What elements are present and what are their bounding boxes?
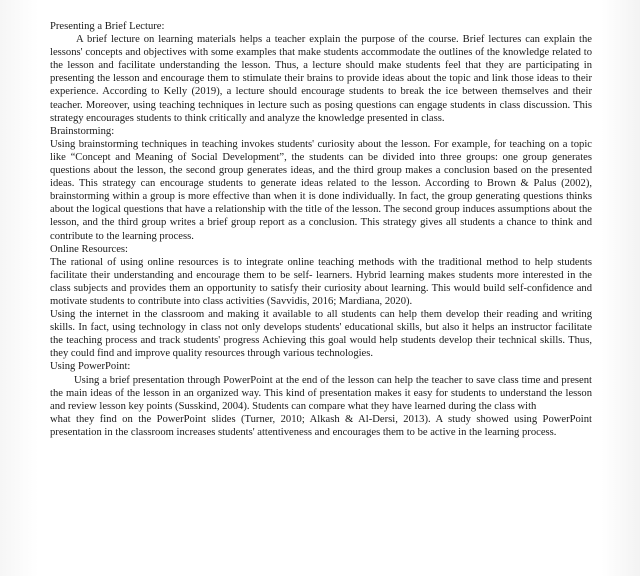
paragraph-brainstorming: Using brainstorming techniques in teaching invokes students' curiosity about the lesson. For example, for teaching on a topic like “Concept and Meaning of Social Development”, the students can be divided into three groups: one group generates questions about the lesson, the second group generates ideas, and the third group makes a conclusion based on the presented ideas. This strategy can encourage students to generate ideas related to the lesson. According to Brown & Palus (2002), brainstorming within a group is more effective than when it is done individually. In fact, the group generating questions thinks about the logical questions that have a relationship with the title of the lesson. The second group induces assumptions about the lesson, and the third group writes a brief group report as a conclusion. This strategy gives all students a chance to think and contribute to the learning process.	[50, 138, 592, 242]
document-body	[50, 20, 592, 439]
paragraph-powerpoint-1: Using a brief presentation through PowerPoint at the end of the lesson can help the teacher to save class time and present the main ideas of the lesson in an organized way. This kind of presentation makes it easy for students to understand the lesson and review lesson key points (Susskind, 2004). Students can compare what they have learned during the class with	[50, 374, 592, 412]
paragraph-online-resources-1: The rational of using online resources is to integrate online teaching methods with the traditional method to help students facilitate their understanding and encourage them to be self- learners. Hybrid learning makes students more interested in the class subjects and provides them an opportunity to satisfy their curiosity about learning. This would build self-confidence and motivate students to contribute into class activities (Savvidis, 2016; Mardiana, 2020).	[50, 256, 592, 307]
paragraph-online-resources-2: Using the internet in the classroom and making it available to all students can help them develop their reading and writing skills. In fact, using technology in class not only develops students' educational skills, but also it helps an instructor facilitate the teaching process and track students' progress Achieving this goal would help students develop their technical skills. Thus, they could find and improve quality resources through various technologies.	[50, 309, 592, 360]
section-heading-lecture: Presenting a Brief Lecture:	[50, 21, 165, 32]
paragraph-lecture: A brief lecture on learning materials helps a teacher explain the purpose of the course. Brief lectures can explain the lessons' concepts and objectives with some examples that make students accommodate the outlines of the knowledge related to the lesson and facilitate understanding the lesson. Thus, a lecture should make students feel that they are participating in presenting the lesson and encourage them to stimulate their brains to provide ideas about the topic and link those ideas to their experience. According to Kelly (2019), a lecture should encourage students to break the ice between themselves and their teacher. Moreover, using teaching techniques in lecture such as posing questions can engage students in class discussion. This strategy encourages students to think critically and analyze the knowledge presented in class.	[50, 34, 592, 124]
section-heading-brainstorming: Brainstorming:	[50, 125, 115, 137]
section-heading-online-resources: Online Resources:	[50, 243, 128, 255]
paragraph-powerpoint-2: what they find on the PowerPoint slides (Turner, 2010; Alkash & Al-Dersi, 2013). A study showed using PowerPoint presentation in the classroom increases students' attentiveness and encourages them to be active in the learning process.	[50, 413, 592, 438]
section-heading-powerpoint: Using PowerPoint:	[50, 361, 131, 373]
